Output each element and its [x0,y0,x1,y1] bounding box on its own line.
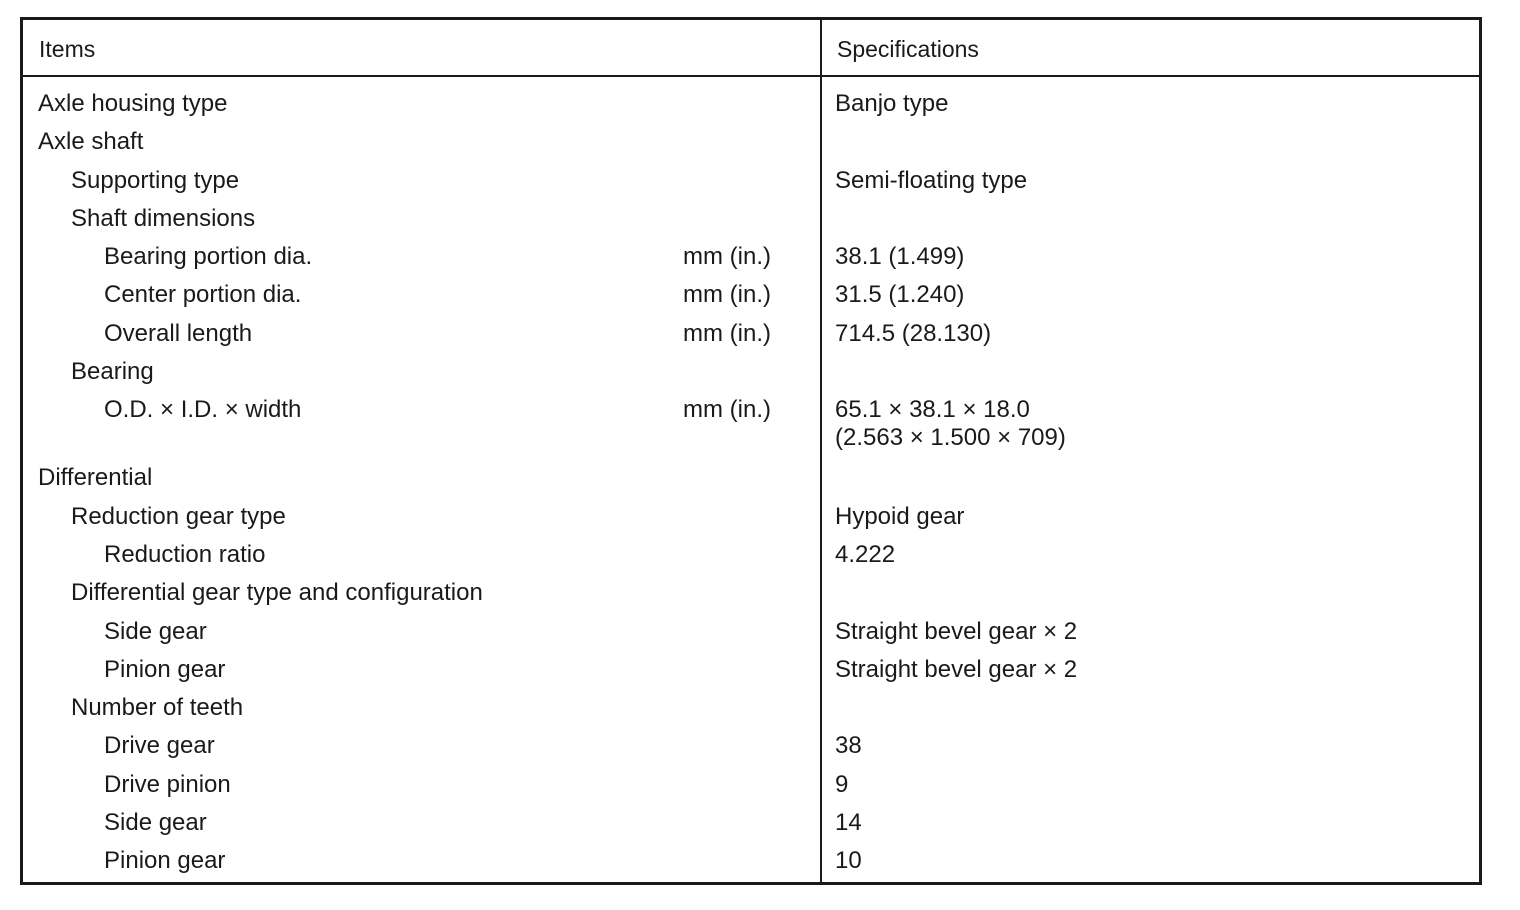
item-label: Reduction gear type [71,502,286,530]
spec-value: 4.222 [835,540,896,568]
spec-value-line: (2.563 × 1.500 × 709) [835,424,1066,452]
table-row [23,771,1479,809]
item-label: Drive pinion [104,770,231,798]
item-label: Supporting type [71,166,240,194]
table-row [23,281,1479,319]
item-label: Pinion gear [104,847,226,875]
item-label: Side gear [104,617,207,645]
table-row [23,656,1479,694]
table-row [23,90,1479,128]
table-row [23,503,1479,541]
table-row [23,579,1479,617]
item-label: Drive gear [104,732,215,760]
item-label: Shaft dimensions [71,204,256,232]
spec-value: Straight bevel gear × 2 [835,655,1078,683]
item-label: Number of teeth [71,694,244,722]
item-label: Bearing [71,358,154,386]
item-label: Overall length [104,319,253,347]
spec-value [835,396,1066,452]
spec-value: 714.5 (28.130) [835,319,992,347]
item-label: O.D. × I.D. × width [104,396,302,424]
table-row [23,732,1479,770]
table-row [23,358,1479,396]
spec-table [20,17,1482,885]
table-row [23,541,1479,579]
table-row [23,243,1479,281]
spec-value: Banjo type [835,90,949,117]
table-row [23,618,1479,656]
specifications-column-header: Specifications [837,36,979,62]
item-label: Differential [38,464,153,492]
table-row [23,167,1479,205]
table-row [23,694,1479,732]
item-label: Reduction ratio [104,540,266,568]
item-label: Pinion gear [104,655,226,683]
spec-value: 9 [835,770,849,798]
header-rule [23,75,1479,77]
spec-value: 31.5 (1.240) [835,281,965,309]
table-row [23,128,1479,166]
table-row [23,396,1479,464]
spec-value: Hypoid gear [835,502,965,530]
item-label: Center portion dia. [104,281,302,309]
unit-label: mm (in.) [683,319,771,347]
unit-label: mm (in.) [683,396,771,424]
spec-value: 38.1 (1.499) [835,243,965,271]
items-column-header: Items [39,36,96,62]
item-label: Side gear [104,809,207,837]
spec-value: Straight bevel gear × 2 [835,617,1078,645]
table-body [23,90,1479,886]
item-label: Axle housing type [38,90,228,117]
spec-value: Semi-floating type [835,166,1028,194]
spec-value: 38 [835,732,862,760]
item-label: Axle shaft [38,128,144,156]
item-label: Differential gear type and configuration [71,579,483,607]
spec-value: 14 [835,809,862,837]
table-row [23,809,1479,847]
spec-value: 10 [835,847,862,875]
table-row [23,205,1479,243]
table-row [23,320,1479,358]
unit-label: mm (in.) [683,243,771,271]
unit-label: mm (in.) [683,281,771,309]
item-label: Bearing portion dia. [104,243,313,271]
table-row [23,464,1479,502]
spec-value-line: 65.1 × 38.1 × 18.0 [835,396,1030,424]
table-row [23,847,1479,885]
